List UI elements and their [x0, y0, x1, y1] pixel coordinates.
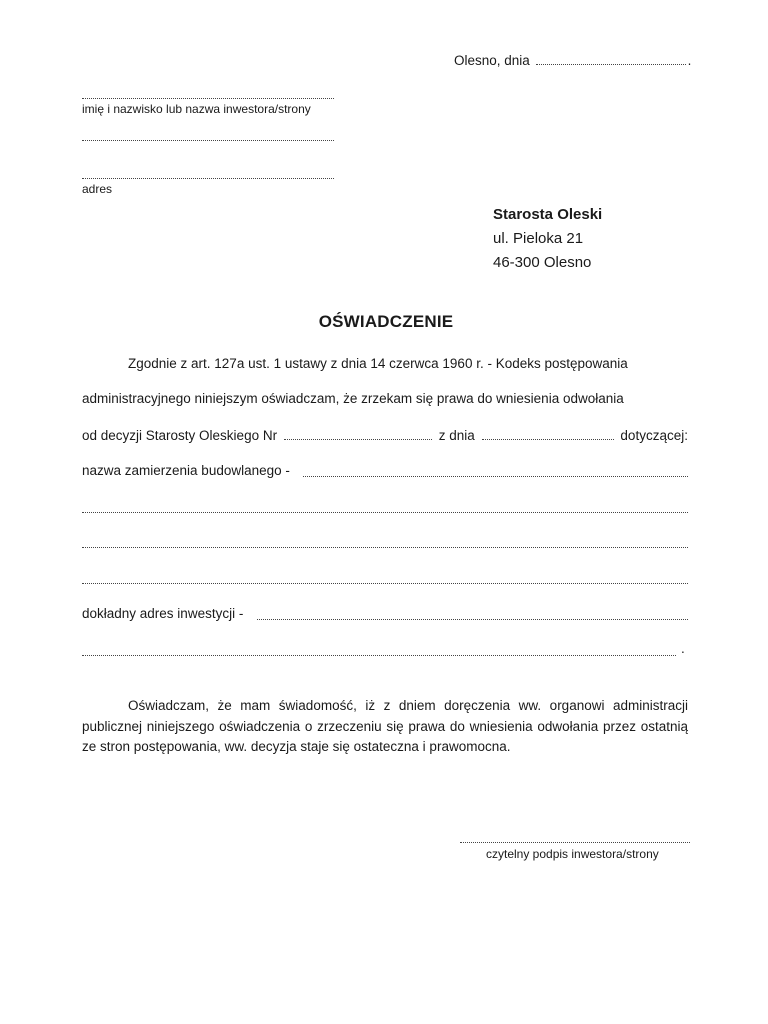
- document-title: OŚWIADCZENIE: [318, 312, 454, 331]
- investment-address-field-2[interactable]: [82, 655, 676, 656]
- investment-address-end: .: [681, 641, 685, 656]
- applicant-name-field[interactable]: [82, 98, 334, 99]
- decision-date-field[interactable]: [482, 439, 614, 440]
- place-date-label: Olesno, dnia: [454, 53, 530, 68]
- signature-label: czytelny podpis inwestora/strony: [486, 847, 659, 861]
- investment-address-field-1[interactable]: [257, 619, 688, 620]
- recipient-block: [493, 203, 602, 275]
- awareness-paragraph: [82, 696, 688, 758]
- place-date-end: .: [687, 53, 692, 68]
- project-name-field-3[interactable]: [82, 547, 688, 548]
- statement-line-3: [82, 428, 688, 443]
- decision-number-field[interactable]: [284, 439, 432, 440]
- project-name-field-2[interactable]: [82, 512, 688, 513]
- recipient-street: ul. Pieloka 21: [493, 230, 584, 247]
- statement-line-2: administracyjnego niniejszym oświadczam, że zrzekam się prawa do wniesienia odwołania: [82, 391, 624, 406]
- applicant-name-label: imię i nazwisko lub nazwa inwestora/strony: [82, 102, 311, 116]
- place-date: [454, 53, 691, 68]
- applicant-address-field-2[interactable]: [82, 178, 334, 179]
- statement-line-1: Zgodnie z art. 127a ust. 1 ustawy z dnia 14 czerwca 1960 r. - Kodeks postępowania: [128, 356, 628, 371]
- project-name-field-1[interactable]: [303, 476, 688, 477]
- investment-address-label: dokładny adres inwestycji -: [82, 606, 244, 621]
- signature-field[interactable]: [460, 842, 690, 843]
- recipient-city: 46-300 Olesno: [493, 254, 592, 271]
- recipient-name: Starosta Oleski: [493, 206, 603, 223]
- applicant-address-field-1[interactable]: [82, 140, 334, 141]
- awareness-text: Oświadczam, że mam świadomość, iż z dniem doręczenia ww. organowi administracji publicznej niniejszego oświadczenia o zrzeczeniu się prawa do wniesienia odwołania przez ostatnią ze stron postępowania, ww. decyzja staje się ostateczna i prawomocna.: [82, 698, 688, 754]
- concerning-label: dotyczącej:: [620, 428, 688, 443]
- decision-label: od decyzji Starosty Oleskiego Nr: [82, 428, 278, 443]
- project-name-field-4[interactable]: [82, 583, 688, 584]
- project-name-label: nazwa zamierzenia budowlanego -: [82, 463, 290, 478]
- date-field[interactable]: [536, 64, 686, 65]
- applicant-address-label: adres: [82, 182, 113, 196]
- decision-date-label: z dnia: [438, 428, 475, 443]
